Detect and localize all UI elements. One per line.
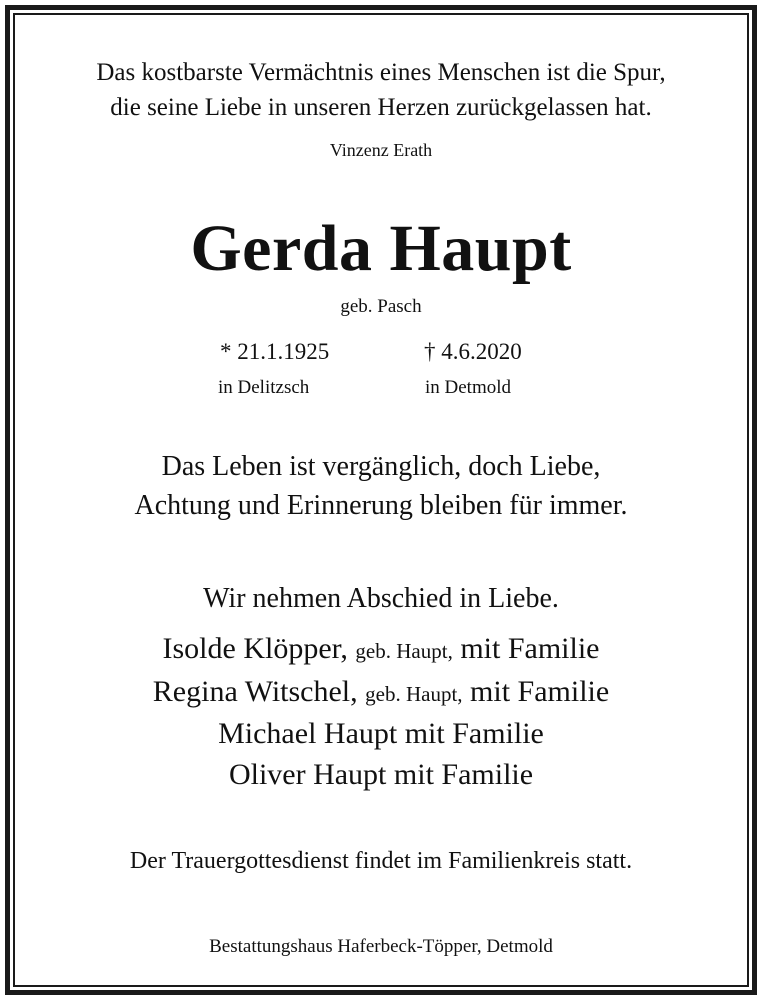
motto-line-1: Das kostbarste Vermächtnis eines Menschen ist die Spur, [96,59,666,86]
verse-line-1: Das Leben ist vergänglich, doch Liebe, [161,451,601,482]
birth-place: in Delitzsch [218,377,310,398]
farewell-text: Wir nehmen Abschied in Liebe. [203,583,559,614]
death-date: † 4.6.2020 [424,339,522,364]
mourner-line [0,760,762,790]
death-place: in Detmold [425,377,512,398]
mourner-suffix: mit Familie [470,675,610,708]
motto-line-2: die seine Liebe in unseren Herzen zurückgelassen hat. [110,94,652,121]
mourner-birth-note: geb. Haupt, [355,639,453,663]
mourner-suffix: mit Familie [460,632,600,665]
mourner-name: Oliver Haupt mit Familie [228,758,534,791]
mourner-birth-note: geb. Haupt, [365,682,463,706]
undertaker-name: Bestattungshaus Haferbeck-Töpper, Detmold [209,936,553,957]
mourner-line [0,719,762,749]
service-note: Der Trauergottesdienst findet im Familienkreis statt. [129,848,633,874]
mourner-name: Isolde Klöpper, [162,632,348,665]
mourner-line [0,634,762,664]
mourner-name: Michael Haupt mit Familie [218,717,544,750]
motto-author: Vinzenz Erath [329,140,433,160]
deceased-name: Gerda Haupt [190,212,572,285]
mourner-name: Regina Witschel, [152,675,358,708]
birth-name: geb. Pasch [340,296,422,317]
mourner-line [0,677,762,707]
verse-line-2: Achtung und Erinnerung bleiben für immer. [134,490,628,521]
birth-date: * 21.1.1925 [220,339,330,364]
